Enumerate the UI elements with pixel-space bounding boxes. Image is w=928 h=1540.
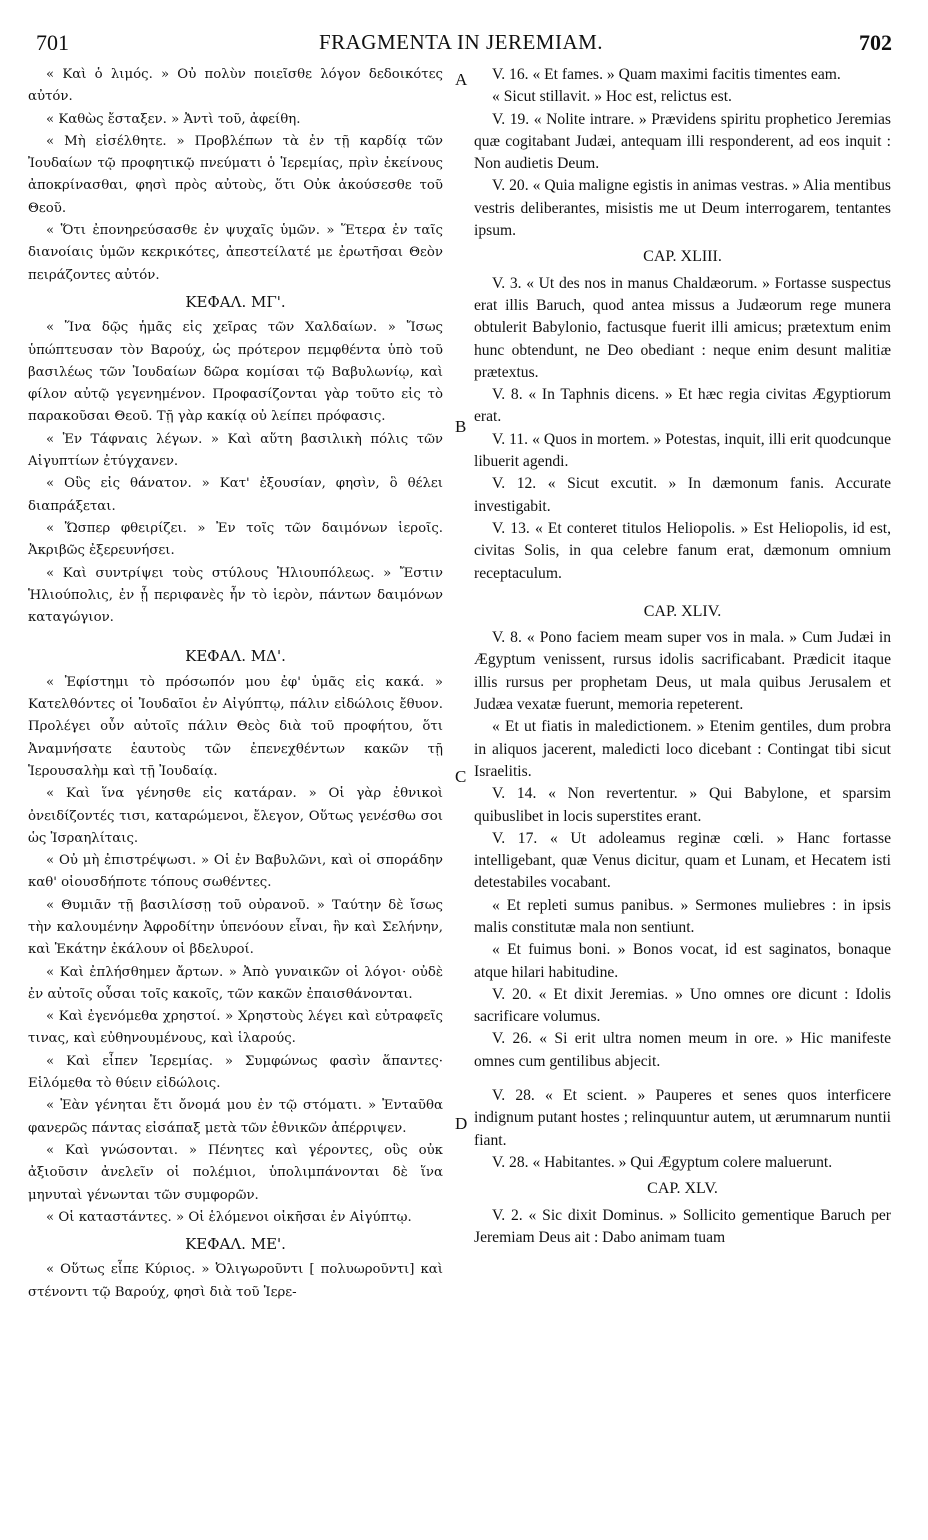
paragraph: « Καὶ συντρίψει τοὺς στύλους Ἡλιουπόλεως. » Ἔστιν Ἡλιούπολις, ἐν ᾗ περιφανὲς ἦν τὸ ἱερὸν, πάντων δαιμόνων καταγώγιον. bbox=[28, 565, 443, 626]
paragraph: V. 12. « Sicut excutit. » In dæmonum fanis. Accurate investigabit. bbox=[474, 475, 891, 515]
running-title: FRAGMENTA IN JEREMIAM. bbox=[318, 30, 604, 54]
paragraph: « Ἐφίστημι τὸ πρόσωπόν μου ἐφ' ὑμᾶς εἰς κακά. » Κατελθόντες οἱ Ἰουδαῖοι ἐν Αἰγύπτῳ, πάλιν εἰδώλοις ἔθυον. Προλέγει οὖν αὐτοῖς πάλιν Θεὸς διὰ τοῦ προφήτου, ὅτι Ἀναμνήσατε ἑαυτοὺς τῶν ἐπενεχθέντων κακῶν τῇ Ἱερουσαλὴμ καὶ τῇ Ἰουδαίᾳ. bbox=[28, 674, 443, 779]
paragraph: « Καὶ ἐπλήσθημεν ἄρτων. » Ἀπὸ γυναικῶν οἱ λόγοι· οὐδὲ ἐν αὐτοῖς οὖσαι τοῖς κακοῖς, τῶν κακῶν ἐπαισθάνονται. bbox=[28, 964, 443, 1002]
paragraph: « Ἐὰν γένηται ἔτι ὄνομά μου ἐν τῷ στόματι. » Ἐνταῦθα φανερῶς πάντας εἰσάπαξ μετὰ τῶν ἐθνικῶν ἀπέρριψεν. bbox=[28, 1098, 443, 1136]
paragraph: « Καὶ γνώσονται. » Πένητες καὶ γέροντες, οὓς οὐκ ἀξιοῦσιν ἀνελεῖν οἱ πολέμιοι, ὑπολιμπάνονται δὲ ἵνα μηνυταὶ γένωνται τῶν συμφορῶν. bbox=[28, 1142, 443, 1203]
latin-column bbox=[474, 64, 891, 1249]
paragraph: « Καὶ ἵνα γένησθε εἰς κατάραν. » Οἱ γὰρ ἐθνικοὶ ὀνειδίζοντές τισι, καταρώμενοι, ἔλεγον, Οὕτως γενέσθω σοι ὡς Ἰσραηλίταις. bbox=[28, 786, 443, 846]
paragraph: V. 20. « Et dixit Jeremias. » Uno omnes ore dicunt : Idolis sacrificare volumus. bbox=[474, 985, 891, 1026]
paragraph: V. 28. « Habitantes. » Qui Ægyptum colere maluerunt. bbox=[492, 1153, 833, 1171]
paragraph: « Et ut fiatis in maledictionem. » Etenim gentiles, dum probra in aliquos jacerent, maledicti loco dicebant : Contingat tibi sicut Israelitis. bbox=[474, 718, 891, 780]
paragraph: V. 3. « Ut des nos in manus Chaldæorum. » Fortasse suspectus erat illis Baruch, quod antea missus a Judæorum rege munera obtulerit Babylonio, factusque fuerit illi amicus; prætextum enim hunc obtendunt, ne Deo obediant : neque enim desunt malitiæ prætextus. bbox=[474, 274, 891, 381]
running-header bbox=[30, 30, 892, 64]
paragraph: « Καὶ ἐγενόμεθα χρηστοί. » Χρηστοὺς λέγει καὶ εὐτραφεῖς τινας, καὶ εὐθηνουμένους, καὶ ἱλαρούς. bbox=[28, 1009, 443, 1047]
paragraph: « Οὐ μὴ ἐπιστρέψωσι. » Οἱ ἐν Βαβυλῶνι, καὶ οἱ σποράδην καθ' οἱουσδήποτε τόπους σωθέντες. bbox=[28, 853, 443, 891]
paragraph: « Οὓς εἰς θάνατον. » Κατ' ἐξουσίαν, φησὶν, ὃ θέλει διαπράξεται. bbox=[28, 476, 443, 514]
margin-marker-b: B bbox=[455, 417, 467, 436]
greek-column bbox=[28, 64, 443, 1304]
paragraph: « Καὶ εἶπεν Ἱερεμίας. » Συμφώνως φασὶν ἅπαντες· Εἱλόμεθα τὸ θύειν εἰδώλοις. bbox=[28, 1053, 443, 1092]
paragraph: V. 20. « Quia maligne egistis in animas vestras. » Alia mentibus vestris deliberantes, misistis me ut Deum interrogarem, tentantes ipsum. bbox=[474, 177, 891, 240]
paragraph: V. 14. « Non revertentur. » Qui Babylone, et sparsim quibuslibet in locis superstites erant. bbox=[474, 785, 891, 825]
paragraph: « Καθὼς ἔσταξεν. » Ἀντὶ τοῦ, ἀφείθη. bbox=[46, 111, 301, 127]
paragraph: « Οὕτως εἶπε Κύριος. » Ὀλιγωροῦντι [ πολυωροῦντι] καὶ στένοντι τῷ Βαρούχ, φησὶ διὰ τοῦ Ἱερε- bbox=[28, 1262, 443, 1300]
paragraph: V. 28. « Et scient. » Pauperes et senes quos interficere indignum putant hostes ; relinquuntur autem, ut ærumnarum nuntii fiant. bbox=[474, 1087, 891, 1149]
chapter-heading: ΚΕΦΑΛ. ΜΓ'. bbox=[185, 292, 286, 311]
section-gap bbox=[474, 585, 891, 597]
chapter-heading: ΚΕΦΑΛ. ΜΔ'. bbox=[185, 647, 286, 666]
margin-marker-d: D bbox=[455, 1114, 468, 1133]
paragraph: « Μὴ εἰσέλθητε. » Προβλέπων τὰ ἐν τῇ καρδίᾳ τῶν Ἰουδαίων τῷ προφητικῷ πνεύματι ὁ Ἱερεμίας, πρὶν ἐκείνους ἀποκρίνασθαι, φησὶ πρὸς αὐτοὺς, ὅτι Οὐκ ἀκούσεσθε τοῦ Θεοῦ. bbox=[28, 133, 443, 216]
paragraph: V. 8. « In Taphnis dicens. » Et hæc regia civitas Ægyptiorum erat. bbox=[474, 386, 891, 426]
paragraph: « Καὶ ὁ λιμός. » Οὐ πολὺν ποιεῖσθε λόγον δεδοικότες αὐτόν. bbox=[28, 67, 443, 105]
paragraph: « Ὥσπερ φθειρίζει. » Ἐν τοῖς τῶν δαιμόνων ἱεροῖς. Ἀκριβῶς ἐξερευνήσει. bbox=[28, 520, 443, 559]
paragraph: « Sicut stillavit. » Hoc est, relictus est. bbox=[492, 88, 732, 106]
paragraph: V. 2. « Sic dixit Dominus. » Sollicito gementique Baruch per Jeremiam Deus ait : Dabo animam tuam bbox=[474, 1206, 891, 1246]
paragraph: « Θυμιᾶν τῇ βασιλίσσῃ τοῦ οὐρανοῦ. » Ταύτην δὲ ἴσως τὴν καλουμένην Ἀφροδίτην ὑπενόουν εἶναι, ἣν καὶ Σελήνην, καὶ Ἑκάτην ἐκάλουν οἱ βδελυροί. bbox=[28, 897, 443, 958]
paragraph: « Et fuimus boni. » Bonos vocat, id est saginatos, bonaque atque hilari habitudine. bbox=[474, 941, 891, 981]
paragraph: V. 17. « Ut adoleamus reginæ cœli. » Hanc fortasse intelligebant, quæ Venus dicitur, quam et Lunam, et Hecatem isti detestabiles vocabant. bbox=[474, 829, 891, 892]
paragraph: V. 19. « Nolite intrare. » Prævidens spiritu prophetico Jeremias quæ cogitabant Judæi, antequam illi responderent, ad eos inquit : Non audietis Deum. bbox=[474, 110, 891, 173]
paragraph: V. 13. « Et conteret titulos Heliopolis. » Est Heliopolis, id est, civitas Solis, in qua celebre fanum erat, dæmonum omnium receptaculum. bbox=[474, 519, 891, 582]
chapter-heading: CAP. XLIII. bbox=[643, 248, 722, 266]
section-gap bbox=[28, 629, 443, 641]
paragraph: « Ἐν Τάφναις λέγων. » Καὶ αὕτη βασιλικὴ πόλις τῶν Αἰγυπτίων ἐτύγχανεν. bbox=[28, 431, 443, 470]
section-gap bbox=[474, 1073, 891, 1085]
margin-marker-a: A bbox=[455, 70, 468, 89]
paragraph: V. 8. « Pono faciem meam super vos in mala. » Cum Judæi in Ægyptum venissent, rursus idolis sacrificabant. Prædicit itaque illis rursus per prophetam Deus, ut mala quibus Jerusalem et Judæa vexatæ fuerunt, memoria repeterent. bbox=[474, 629, 891, 714]
paragraph: « Et repleti sumus panibus. » Sermones muliebres : in ipsis malis constitutæ mala non sentiunt. bbox=[474, 896, 891, 936]
paragraph: V. 16. « Et fames. » Quam maximi facitis timentes eam. bbox=[492, 66, 841, 83]
paragraph: V. 11. « Quos in mortem. » Potestas, inquit, illi erit quodcunque libuerit agendi. bbox=[474, 430, 891, 471]
chapter-heading: ΚΕΦΑΛ. ΜΕ'. bbox=[185, 1235, 286, 1254]
chapter-heading: CAP. XLIV. bbox=[643, 602, 722, 620]
page-number-left: 701 bbox=[36, 30, 69, 55]
paragraph: « Ὅτι ἐπονηρεύσασθε ἐν ψυχαῖς ὑμῶν. » Ἕτερα ἐν ταῖς διανοίαις ὑμῶν κεκρικότες, ἀπεστείλατέ με ἐρωτῆσαι Θεὸν πειράζοντες αὐτόν. bbox=[28, 223, 443, 283]
margin-marker-c: C bbox=[455, 767, 467, 786]
chapter-heading: CAP. XLV. bbox=[647, 1180, 718, 1198]
page-number-right: 702 bbox=[859, 30, 892, 55]
paragraph: « Ἵνα δῷς ἡμᾶς εἰς χεῖρας τῶν Χαλδαίων. » Ἴσως ὑπώπτευσαν τὸν Βαρούχ, ὡς πρότερον πεμφθέντα ὑπὸ τοῦ βασιλέως τῶν Ἰουδαίων δῶρα κομίσαι τῷ Βαβυλωνίῳ, καὶ φίλον αὐτῷ γεγενημένον. Προφασίζονται γὰρ τοῦτο εἰς τὸ παρακοῦσαι Θεοῦ. Τῇ γὰρ κακίᾳ οὐ λείπει πρόφασις. bbox=[28, 320, 443, 425]
paragraph: « Οἱ καταστάντες. » Οἱ ἑλόμενοι οἰκῆσαι ἐν Αἰγύπτῳ. bbox=[46, 1209, 412, 1225]
paragraph: V. 26. « Si erit ultra nomen meum in ore. » Hic manifeste omnes cum gentilibus abjecit. bbox=[474, 1030, 891, 1070]
